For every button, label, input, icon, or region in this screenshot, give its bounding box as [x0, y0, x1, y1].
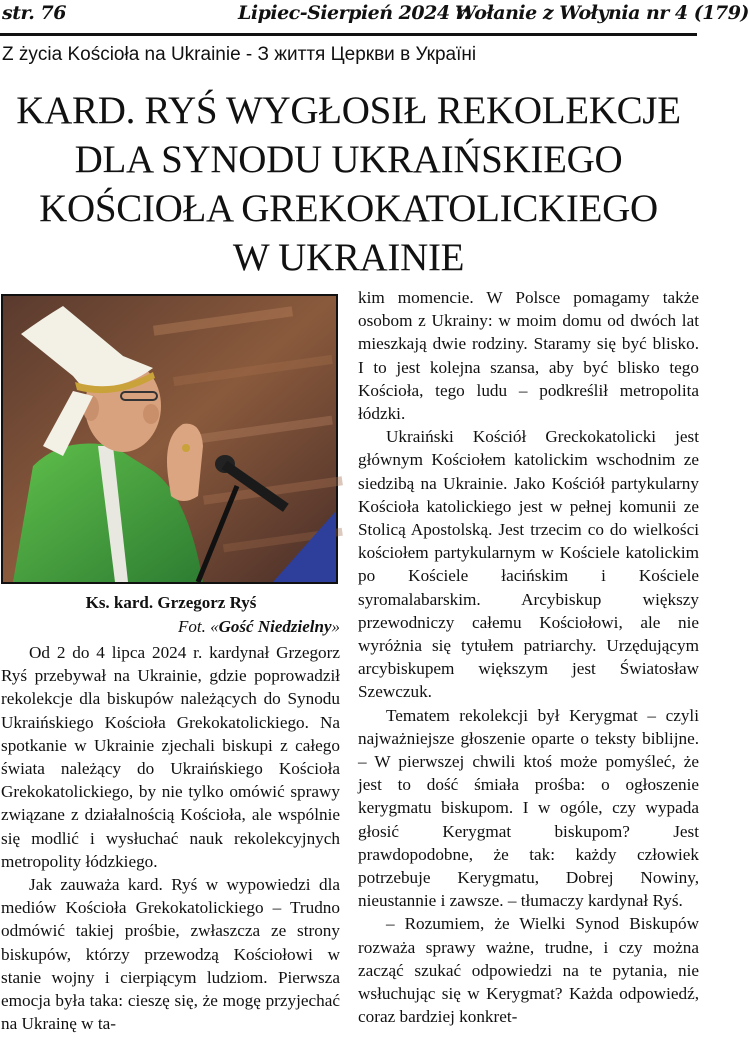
paragraph: Ukraiński Kościół Greckokatolicki jest głównym Kościołem katolickim wschodnim ze siedzibą na Ukrainie. Jako Kościół partykularny Kościoła katolickiego jest w pełnej komunii ze Stolicą Apostolską. Jest trzecim co do wielkości kościołem partykularnym w Kościele katolickim po Kościele łacińskim i Kościele syromalabarskim. Arcybiskup większy przewodniczy całemu Kościołowi, ale nie wyróżnia się tytułem patriarchy. Urzędującym arcybiskupem większym jest Światosław Szewczuk.	[358, 427, 699, 702]
article-title	[0, 86, 697, 282]
article-column-right	[358, 286, 699, 1029]
header-rule	[0, 33, 697, 36]
credit-suffix: »	[331, 617, 340, 636]
cardinal-photo-illustration	[3, 296, 336, 582]
section-heading: Z życia Kościoła na Ukrainie - З життя Церкви в Україні	[2, 44, 477, 65]
paragraph: Od 2 do 4 lipca 2024 r. kardynał Grzegorz Ryś przebywał na Ukrainie, gdzie poprowadził rekolekcje dla biskupów należących do Synodu Ukraińskiego Kościoła Grekokatolickiego. Na spotkanie w Ukrainie zjechali biskupi z całego świata należący do Ukraińskiego Kościoła Grekokatolickiego, by nie tylko omówić sprawy związane z działalnością Kościoła, ale wspólnie się modlić i wysłuchać nauk rekolekcyjnych metropolity łódzkiego.	[1, 643, 340, 871]
article-column-left	[1, 641, 340, 1035]
title-line: KOŚCIOŁA GREKOKATOLICKIEGO	[39, 187, 658, 230]
magazine-title: Wołanie z Wołynia nr 4 (179)	[455, 2, 749, 24]
caption-credit	[0, 615, 342, 639]
paragraph: – Rozumiem, że Wielki Synod Biskupów rozważa sprawy ważne, trudne, i czy można zacząć szukać odpowiedzi na te pytania, nie wsłuchując się w Kerygmat? Każda odpowiedź, coraz bardziej konkret-	[358, 914, 699, 1027]
page-header	[0, 0, 749, 34]
credit-source: Gość Niedzielny	[218, 617, 332, 636]
paragraph: Tematem rekolekcji był Kerygmat – czyli najważniejsze głoszenie oparte o teksty biblijne. – W pierwszej chwili ktoś może pomyśleć, że jest to dość śmiała prośba: o ogłoszenie kerygmatu biskupom. I w ogóle, czy wypada głosić Kerygmat biskupom? Jest prawdopodobne, że tak: każdy człowiek potrzebuje Kerygmatu, Dobrej Nowiny, nieustannie i zawsze. – tłumaczy kardynał Ryś.	[358, 705, 699, 911]
page-number: str. 76	[2, 2, 66, 24]
paragraph: Jak zauważa kard. Ryś w wypowiedzi dla mediów Kościoła Grekokatolickiego – Trudno odmówić takiej prośbie, zwłaszcza ze strony biskupów, którzy przewodzą Kościołowi w stanie wojny i cierpiącym ludziom. Pierwsza emocja była taka: cieszę się, że mogę przyjechać na Ukrainę w ta-	[1, 875, 340, 1034]
title-line: DLA SYNODU UKRAIŃSKIEGO	[74, 138, 623, 181]
article-photo	[1, 294, 338, 584]
issue-date: Lipiec-Sierpień 2024 r.	[238, 2, 470, 24]
caption-name: Ks. kard. Grzegorz Ryś	[85, 593, 257, 612]
title-line: W UKRAINIE	[232, 236, 465, 279]
paragraph: kim momencie. W Polsce pomagamy także osobom z Ukrainy: w moim domu od dwóch lat mieszkają dwie rodziny. Staramy się być blisko. I to jest kolejna szansa, aby być blisko tego Kościoła, tego ludu – podkreślił metropolita łódzki.	[358, 288, 699, 424]
photo-caption	[0, 591, 342, 639]
title-line: KARD. RYŚ WYGŁOSIŁ REKOLEKCJE	[16, 89, 681, 132]
credit-prefix: Fot. «	[178, 617, 219, 636]
